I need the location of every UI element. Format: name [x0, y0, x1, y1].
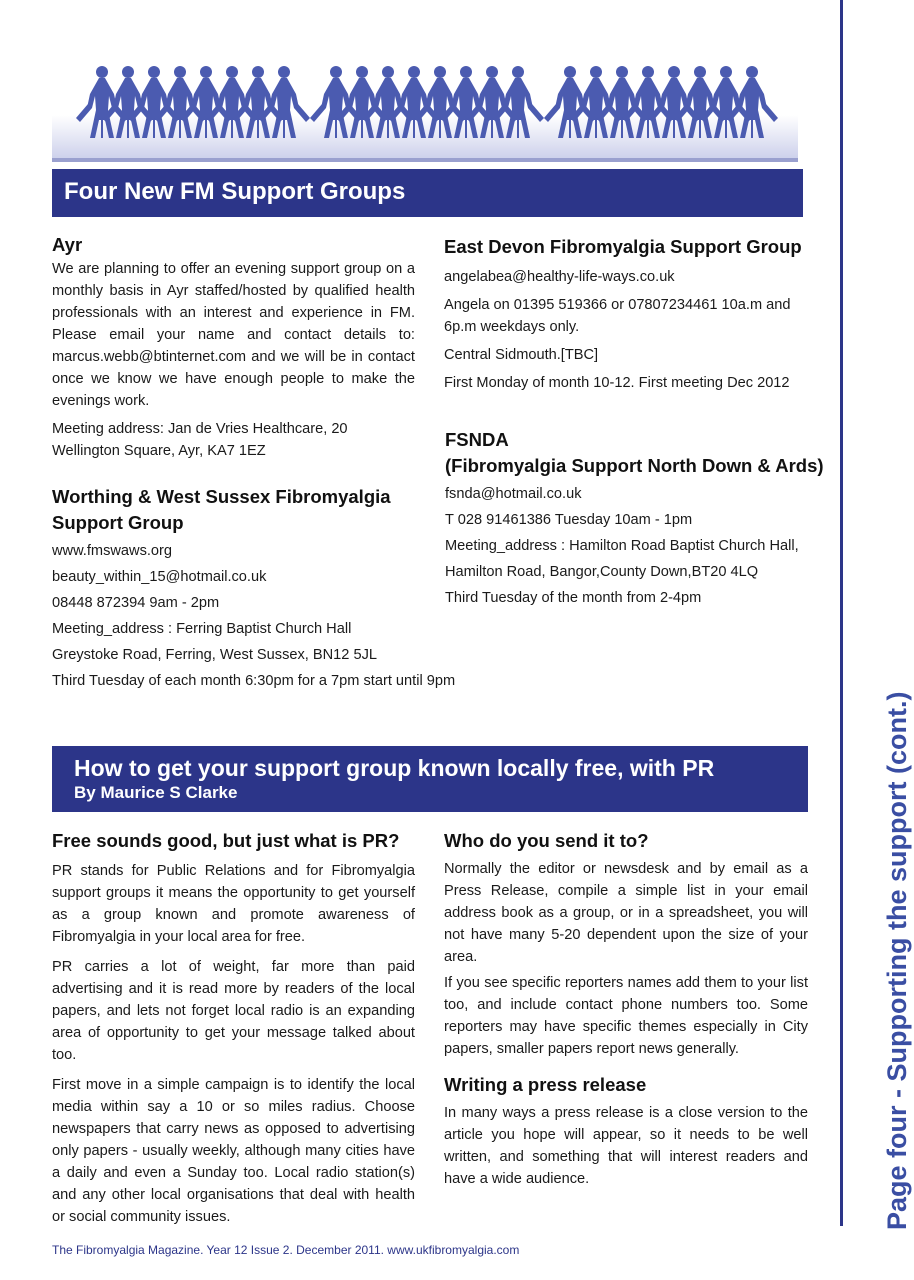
article-title: How to get your support group known locally free, with PR: [74, 755, 715, 781]
worthing-heading: [52, 484, 472, 536]
press-release-section: [444, 1072, 808, 1190]
article-title-bar: [52, 746, 808, 812]
side-rule: [840, 0, 843, 1226]
section-title-bar: [52, 169, 803, 217]
article-byline: By Maurice S Clarke: [74, 783, 238, 802]
worthing-website: www.fmswaws.org: [52, 543, 173, 559]
fsnda-heading-line1: FSNDA: [445, 429, 509, 450]
worthing-group: [52, 484, 472, 696]
who-to-send-paragraph-2: If you see specific reporters names add them to your list too, and include contact phone numbers too. Some reporters may have specific themes especially in City papers, smaller papers report news generally.: [444, 975, 808, 1057]
who-to-send-heading: Who do you send it to?: [444, 830, 649, 851]
east-devon-location: Central Sidmouth.[TBC]: [444, 347, 599, 363]
pr-paragraph-3: First move in a simple campaign is to identify the local media within say a 10 or so miles radius. Choose newspapers that carry news as opposed to advertising only papers - usually weekly, although many cities have a daily and even a Sunday too. Local radio station(s) and any other local organisations that deal with health or social community issues.: [52, 1077, 415, 1225]
ayr-group: [52, 232, 415, 462]
people-chain-illustration: [52, 58, 798, 162]
worthing-street-address: Greystoke Road, Ferring, West Sussex, BN12 5JL: [52, 647, 377, 663]
footer-text: The Fibromyalgia Magazine. Year 12 Issue 2. December 2011. www.ukfibromyalgia.com: [52, 1243, 520, 1257]
worthing-schedule: Third Tuesday of each month 6:30pm for a 7pm start until 9pm: [52, 673, 456, 689]
worthing-phone: 08448 872394 9am - 2pm: [52, 595, 220, 611]
press-release-heading: Writing a press release: [444, 1074, 647, 1095]
worthing-heading-line1: Worthing & West Sussex Fibromyalgia: [52, 486, 391, 507]
worthing-heading-line2: Support Group: [52, 512, 184, 533]
east-devon-schedule: First Monday of month 10-12. First meeting Dec 2012: [444, 375, 790, 391]
fsnda-meeting-address: Meeting_address : Hamilton Road Baptist Church Hall,: [445, 538, 799, 554]
fsnda-heading-line2: (Fibromyalgia Support North Down & Ards): [445, 455, 824, 476]
east-devon-phone: Angela on 01395 519366 or 07807234461 10a.m and 6p.m weekdays only.: [444, 297, 791, 335]
paper-doll-banner: [52, 58, 798, 162]
ayr-body: We are planning to offer an evening support group on a monthly basis in Ayr staffed/hosted by qualified health professionals with an interest and experience in FM. Please email your name and contact details to: marcus.webb@btinternet.com and we will be in contact once we know we have enough people to make the evenings work.: [52, 261, 415, 409]
pr-paragraph-2: PR carries a lot of weight, far more than paid advertising and it is read more by readers of the local papers, and lets not forget local radio is an expanding area of opportunity to get your message talked about too.: [52, 959, 415, 1063]
what-is-pr-heading: Free sounds good, but just what is PR?: [52, 830, 400, 851]
worthing-meeting-address: Meeting_address : Ferring Baptist Church Hall: [52, 621, 352, 637]
ayr-heading: Ayr: [52, 234, 83, 255]
ayr-meeting-address: Meeting address: Jan de Vries Healthcare, 20 Wellington Square, Ayr, KA7 1EZ: [52, 421, 348, 459]
fsnda-street-address: Hamilton Road, Bangor,County Down,BT20 4LQ: [445, 564, 759, 580]
press-release-paragraph: In many ways a press release is a close version to the article you hope will appear, so it needs to be well written, and something that will interest readers and have a wide audience.: [444, 1105, 808, 1187]
pr-paragraph-1: PR stands for Public Relations and for Fibromyalgia support groups it means the opportunity to get yourself as a group known and promote awareness of Fibromyalgia in your local area for free.: [52, 863, 415, 945]
fsnda-heading: [445, 427, 825, 479]
east-devon-email: angelabea@healthy-life-ways.co.uk: [444, 269, 675, 285]
fsnda-phone: T 028 91461386 Tuesday 10am - 1pm: [445, 512, 693, 528]
section-title: Four New FM Support Groups: [64, 178, 406, 205]
east-devon-group: [444, 234, 814, 394]
who-to-send-paragraph-1: Normally the editor or newsdesk and by email as a Press Release, compile a simple list in your email address book as a group, or in a spreadsheet, you will not have many 5-20 dependent upon the size of your area.: [444, 861, 808, 965]
worthing-email: beauty_within_15@hotmail.co.uk: [52, 569, 267, 585]
what-is-pr-section: [52, 828, 415, 1228]
fsnda-email: fsnda@hotmail.co.uk: [445, 486, 582, 502]
fsnda-schedule: Third Tuesday of the month from 2-4pm: [445, 590, 702, 606]
east-devon-heading: East Devon Fibromyalgia Support Group: [444, 236, 802, 257]
fsnda-group: [445, 427, 825, 613]
side-page-title: Page four - Supporting the support (cont.): [882, 691, 912, 1230]
who-to-send-section: [444, 828, 808, 1060]
